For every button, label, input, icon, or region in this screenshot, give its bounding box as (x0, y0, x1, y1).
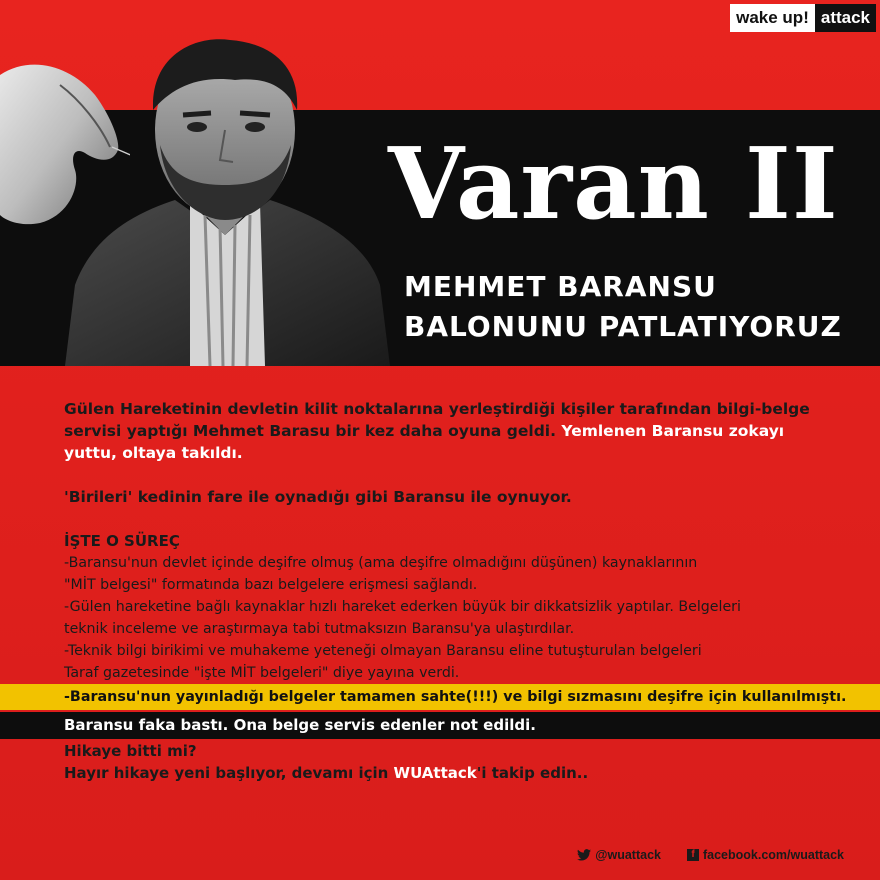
twitter-handle[interactable] (577, 848, 661, 862)
headline-title: Varan II (388, 127, 839, 242)
closing-question: Hikaye bitti mi? (64, 742, 197, 760)
logo-attack: attack (815, 4, 876, 32)
process-line-5: -Teknik bilgi birikimi ve muhakeme yeteneği olmayan Baransu eline tutuşturulan belgeleri (64, 643, 702, 659)
closing-answer-pre: Hayır hikaye yeni başlıyor, devamı için (64, 764, 394, 782)
process-line-3: -Gülen hareketine bağlı kaynaklar hızlı hareket ederken büyük bir dikkatsizlik yaptılar. Belgeleri (64, 599, 741, 615)
intro-line-2-text: servisi yaptığı Mehmet Barasu bir kez daha oyuna geldi. (64, 422, 562, 440)
closing-answer (64, 762, 588, 784)
black-highlight-text: Baransu faka bastı. Ona belge servis edenler not edildi. (64, 716, 536, 734)
section-heading: İŞTE O SÜREÇ (64, 532, 180, 550)
process-line-2: "MİT belgesi" formatında bazı belgelere erişmesi sağlandı. (64, 577, 478, 593)
yellow-highlight-text: -Baransu'nun yayınladığı belgeler tamamen sahte(!!!) ve bilgi sızmasını deşifre için kullanılmıştı. (64, 689, 847, 705)
process-line-4: teknik inceleme ve araştırmaya tabi tutmaksızın Baransu'ya ulaştırdılar. (64, 621, 575, 637)
intro-highlight: Yemlenen Baransu zokayı (561, 422, 785, 440)
process-line-1: -Baransu'nun devlet içinde deşifre olmuş (ama deşifre olmadığını düşünen) kaynaklarının (64, 555, 698, 571)
intro-line-2 (64, 420, 784, 442)
paragraph-2: 'Birileri' kedinin fare ile oynadığı gibi Baransu ile oynuyor. (64, 488, 572, 506)
process-line-6: Taraf gazetesinde "işte MİT belgeleri" diye yayına verdi. (64, 665, 460, 681)
twitter-icon (577, 849, 591, 861)
headline-subtitle-1: MEHMET BARANSU (404, 270, 717, 303)
closing-answer-post: 'i takip edin.. (476, 764, 589, 782)
footer-social (577, 848, 844, 862)
twitter-handle-text: @wuattack (595, 848, 661, 862)
logo-wakeup: wake up! (730, 4, 815, 32)
facebook-page-text: facebook.com/wuattack (702, 848, 844, 862)
intro-line-1: Gülen Hareketinin devletin kilit noktalarına yerleştirdiği kişiler tarafından bilgi-belge (64, 400, 810, 418)
portrait-mehmet-baransu (65, 35, 390, 366)
intro-line-3: yuttu, oltaya takıldı. (64, 444, 243, 462)
closing-answer-brand: WUAttack (393, 764, 477, 782)
headline-subtitle-2: BALONUNU PATLATIYORUZ (404, 310, 842, 343)
wakeup-attack-logo (730, 4, 876, 32)
facebook-icon: f (687, 849, 699, 861)
facebook-page[interactable] (687, 848, 844, 862)
